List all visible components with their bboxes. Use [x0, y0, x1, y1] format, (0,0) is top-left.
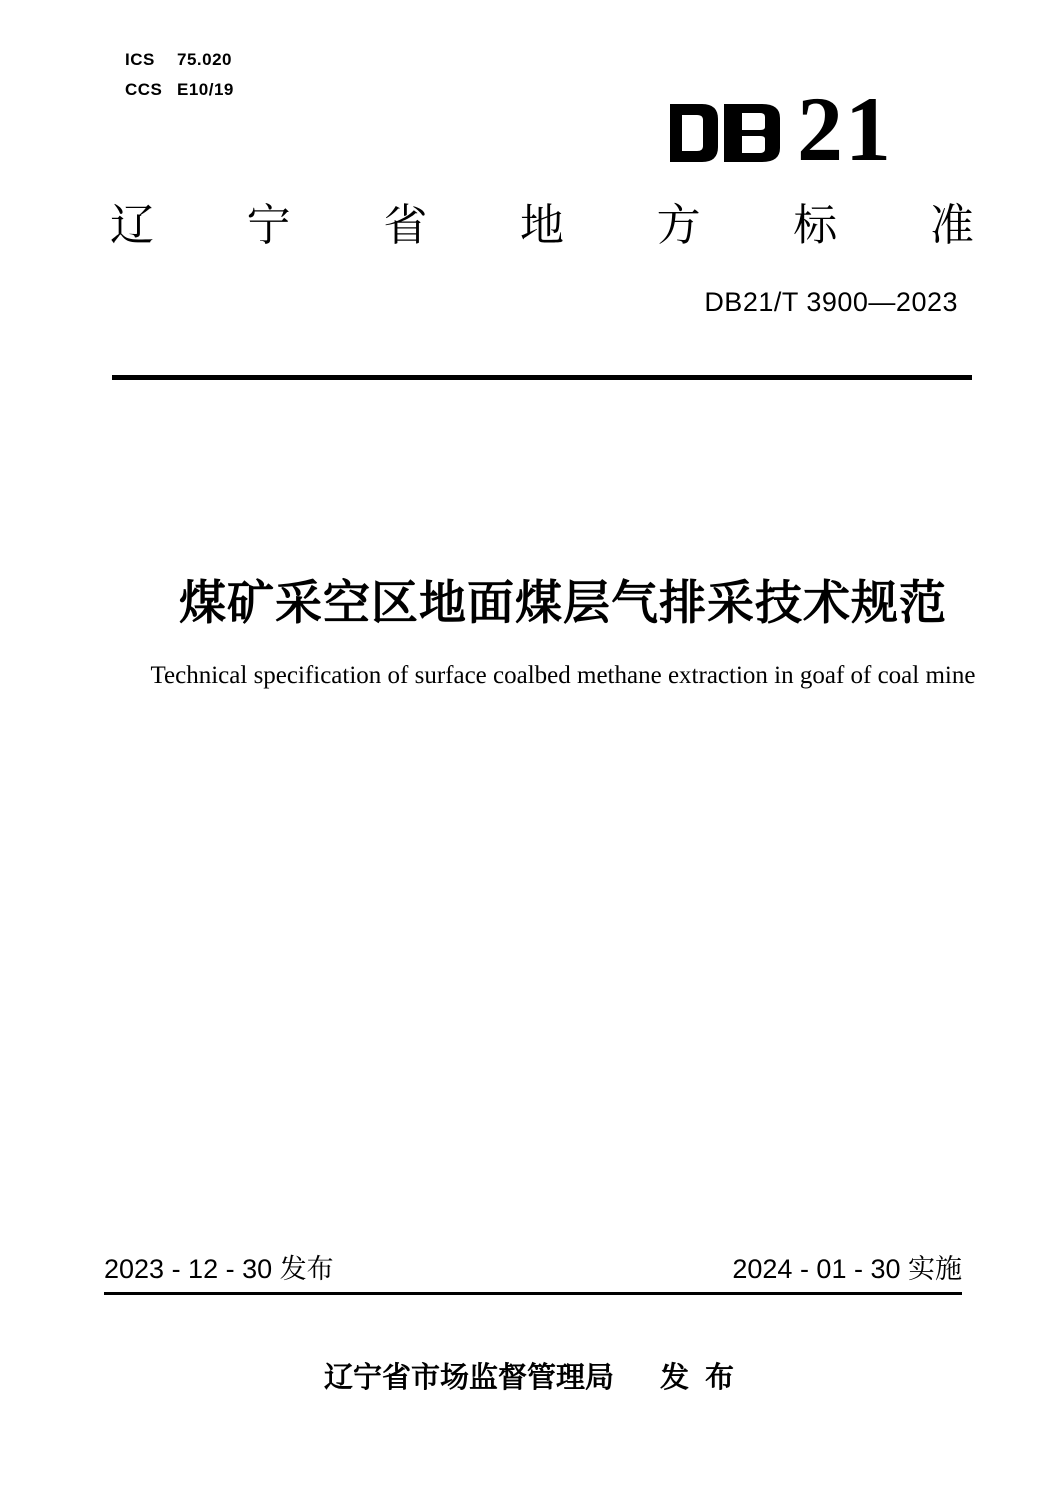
ccs-value: E10/19	[177, 80, 234, 99]
standard-type-char: 省	[383, 201, 428, 250]
publisher-name: 辽宁省市场监督管理局	[323, 1362, 614, 1394]
implementation-date: 2024 - 01 - 30 实施	[732, 1254, 962, 1284]
dates-row	[104, 1255, 962, 1285]
standard-type-char: 宁	[246, 201, 291, 250]
document-title-cn: 煤矿采空区地面煤层气排采技术规范	[179, 576, 947, 629]
footer-divider-rule	[104, 1292, 962, 1295]
ics-code-line	[125, 50, 232, 70]
standard-type-char: 准	[929, 201, 974, 250]
ics-label: ICS	[125, 50, 155, 69]
standard-type-char: 方	[656, 201, 701, 250]
ccs-code-line	[125, 80, 234, 100]
standard-type-char: 地	[519, 201, 564, 250]
standard-type-char: 辽	[110, 201, 154, 250]
publish-label: 发 布	[659, 1362, 735, 1394]
header-divider-rule	[112, 375, 972, 380]
standard-type-char: 标	[793, 201, 838, 250]
db-logo-icon	[670, 104, 780, 162]
standard-type-row	[110, 203, 974, 249]
publisher-row	[0, 1361, 1058, 1396]
standard-code: DB21/T 3900—2023	[704, 287, 958, 317]
ccs-label: CCS	[125, 80, 163, 99]
db-logo-region-number: 21	[797, 78, 893, 180]
issue-date: 2023 - 12 - 30 发布	[104, 1254, 334, 1284]
ics-value: 75.020	[177, 50, 232, 69]
document-title-en: Technical specification of surface coalbed methane extraction in goaf of coal mine	[150, 662, 976, 689]
